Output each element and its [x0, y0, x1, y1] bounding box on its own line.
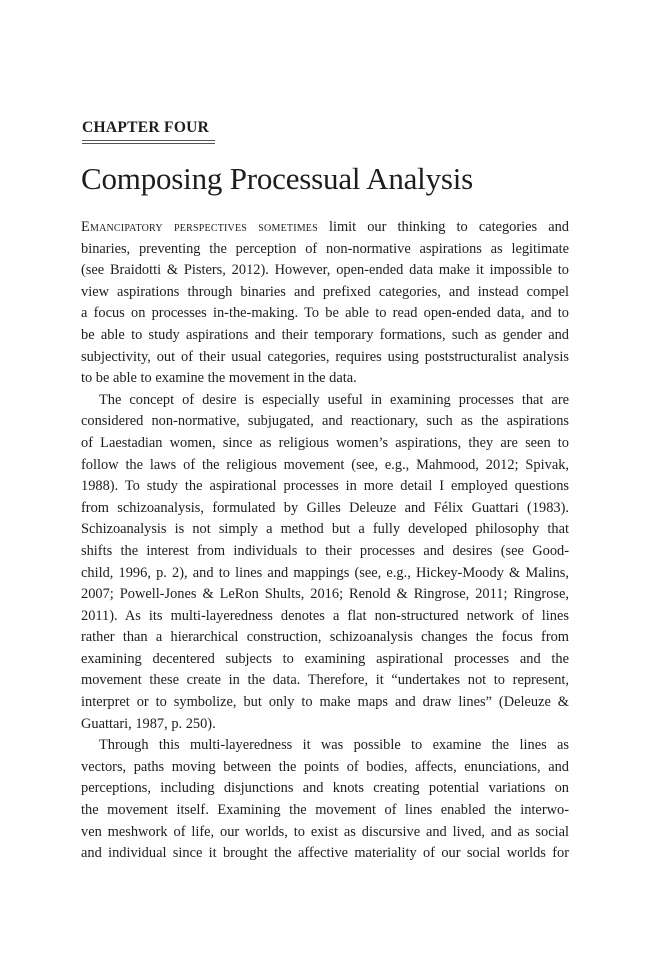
text-line: a focus on processes in-the-making. To be able to read open-ended data, and to — [81, 305, 569, 322]
text-line: 2011). As its multi-layeredness denotes a flat non-structured network of lines — [81, 607, 569, 624]
chapter-label-rule-top — [82, 140, 215, 141]
text-line: Through this multi-layeredness it was possible to examine the lines as — [99, 737, 569, 754]
text-line: movement these create in the data. Therefore, it “undertakes not to represent, — [81, 672, 569, 689]
text-line: shifts the interest from individuals to their processes and desires (see Good- — [81, 542, 569, 559]
text-line: subjectivity, out of their usual categories, requires using poststructuralist analysis — [81, 348, 569, 365]
body-text — [81, 217, 569, 865]
text-line: interpret or to symbolize, but only to make maps and draw lines” (Deleuze & — [81, 694, 569, 711]
text-line: 2007; Powell-Jones & LeRon Shults, 2016; Renold & Ringrose, 2011; Ringrose, — [81, 586, 569, 603]
text-line: view aspirations through binaries and prefixed categories, and instead compel — [81, 283, 569, 300]
text-line: from schizoanalysis, formulated by Gilles Deleuze and Félix Guattari (1983). — [81, 499, 569, 516]
text-line: rather than a hierarchical construction, schizoanalysis changes the focus from — [81, 629, 569, 646]
text-line: Guattari, 1987, p. 250). — [81, 715, 216, 732]
text-line: and individual since it brought the affective materiality of our social worlds for — [81, 845, 569, 862]
text-line-content: limit our thinking to categories and — [317, 219, 569, 235]
text-line: binaries, preventing the perception of non-normative aspirations as legitimate — [81, 240, 569, 257]
text-line: follow the laws of the religious movement (see, e.g., Mahmood, 2012; Spivak, — [81, 456, 569, 473]
text-line: Schizoanalysis is not simply a method but a fully developed philosophy that — [81, 521, 569, 538]
text-line: ven meshwork of life, our worlds, to exist as discursive and lived, and as social — [81, 823, 569, 840]
text-line: to be able to examine the movement in the data. — [81, 370, 357, 387]
lead-smallcaps: Emancipatory perspectives sometimes — [81, 219, 318, 235]
text-line: vectors, paths moving between the points of bodies, affects, enunciations, and — [81, 758, 569, 775]
chapter-title: Composing Processual Analysis — [81, 161, 474, 196]
text-line: considered non-normative, subjugated, and reactionary, such as the aspirations — [81, 413, 569, 430]
text-line: perceptions, including disjunctions and knots creating potential variations on — [81, 780, 569, 797]
text-line: be able to study aspirations and their temporary formations, such as gender and — [81, 326, 569, 343]
text-line — [81, 217, 569, 239]
chapter-label: CHAPTER FOUR — [82, 119, 210, 136]
text-line: (see Braidotti & Pisters, 2012). However, open-ended data make it impossible to — [81, 262, 569, 279]
text-line: of Laestadian women, since as religious women’s aspirations, they are seen to — [81, 434, 569, 451]
text-line: the movement itself. Examining the movement of lines enabled the interwo- — [81, 802, 569, 819]
text-line: The concept of desire is especially useful in examining processes that are — [99, 391, 569, 408]
text-line: child, 1996, p. 2), and to lines and mappings (see, e.g., Hickey-Moody & Malins, — [81, 564, 569, 581]
chapter-label-rule-bottom — [82, 143, 215, 144]
text-line: 1988). To study the aspirational processes in more detail I employed questions — [81, 478, 569, 495]
text-line: examining decentered subjects to examining aspirational processes and the — [81, 650, 569, 667]
